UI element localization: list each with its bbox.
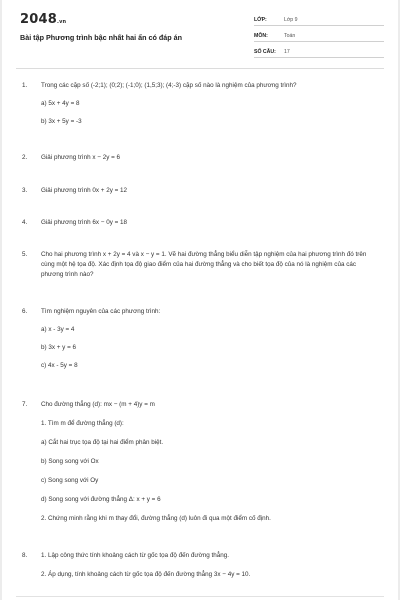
meta-row-count [254, 47, 384, 58]
question-8 [22, 551, 372, 580]
question-2 [22, 153, 372, 163]
question-number: 7. [22, 401, 28, 408]
meta-value: Lớp 9 [284, 17, 298, 23]
question-part: a) Cắt hai trục tọa độ tại hai điểm phân biệt. [41, 439, 164, 446]
question-part: b) 3x + y = 6 [41, 344, 77, 351]
question-text: Cho hai phương trình x + 2y = 4 và x − y = 1. Vẽ hai đường thẳng biểu diễn tập nghiệm của hai phương trình đó trên cùng một hệ tọa độ. Xác định tọa độ giao điểm của hai đường thẳng và cho biết tọa độ của nó là nghiệm của các phương trình nào? [41, 251, 367, 278]
question-part: d) Song song với đường thẳng Δ: x + y = 6 [41, 496, 161, 503]
question-number: 6. [22, 308, 28, 315]
question-text: 1. Lập công thức tính khoảng cách từ gốc tọa độ đến đường thẳng. [41, 552, 229, 559]
question-part: b) 3x + 5y = -3 [41, 118, 82, 125]
meta-key: MÔN: [254, 33, 268, 39]
question-number: 3. [22, 187, 28, 194]
question-number: 8. [22, 552, 28, 559]
question-4 [22, 218, 372, 228]
question-part: 2. Áp dụng, tính khoảng cách từ gốc tọa độ đến đường thẳng 3x − 4y = 10. [41, 571, 251, 578]
question-5 [22, 250, 372, 280]
question-text: Giải phương trình 0x + 2y = 12 [41, 187, 128, 194]
question-number: 4. [22, 219, 28, 226]
document-title: Bài tập Phương trình bậc nhất hai ẩn có đáp án [20, 33, 183, 42]
meta-row-class [254, 15, 384, 26]
question-text: Cho đường thẳng (d): mx − (m + 4)y = m [41, 401, 155, 408]
question-part: 2. Chứng minh rằng khi m thay đổi, đường thẳng (d) luôn đi qua một điểm cố định. [41, 515, 271, 522]
question-part: a) 5x + 4y = 8 [41, 100, 80, 107]
question-number: 1. [22, 82, 28, 89]
worksheet-page [2, 0, 398, 600]
meta-value: 17 [284, 49, 290, 55]
question-6 [22, 307, 372, 371]
question-part: c) 4x - 5y = 8 [41, 362, 78, 369]
question-1 [22, 81, 372, 127]
header-divider [16, 68, 384, 69]
logo-main: 2048 [20, 12, 57, 27]
question-part: 1. Tìm m để đường thẳng (d): [41, 420, 124, 427]
question-7 [22, 400, 372, 524]
meta-key: LỚP: [254, 17, 267, 23]
logo-suffix: .vn [56, 19, 67, 25]
question-number: 2. [22, 154, 28, 161]
meta-panel [254, 15, 384, 63]
meta-value: Toán [284, 33, 296, 39]
question-number: 5. [22, 251, 28, 258]
question-part: c) Song song với Oy [41, 477, 99, 484]
question-3 [22, 186, 372, 196]
question-part: b) Song song với Ox [41, 458, 99, 465]
question-text: Giải phương trình x − 2y = 6 [41, 154, 121, 161]
question-text: Trong các cặp số (-2;1); (0;2); (-1;0); (1,5;3); (4;-3) cặp số nào là nghiệm của phương trình? [41, 82, 297, 89]
question-text: Tìm nghiệm nguyên của các phương trình: [41, 308, 161, 315]
bottom-divider [16, 596, 384, 597]
meta-key: SỐ CÂU: [254, 49, 276, 55]
site-logo[interactable] [20, 12, 66, 27]
question-text: Giải phương trình 6x − 0y = 18 [41, 219, 128, 226]
question-part: a) x - 3y = 4 [41, 326, 75, 333]
meta-row-subject [254, 31, 384, 42]
